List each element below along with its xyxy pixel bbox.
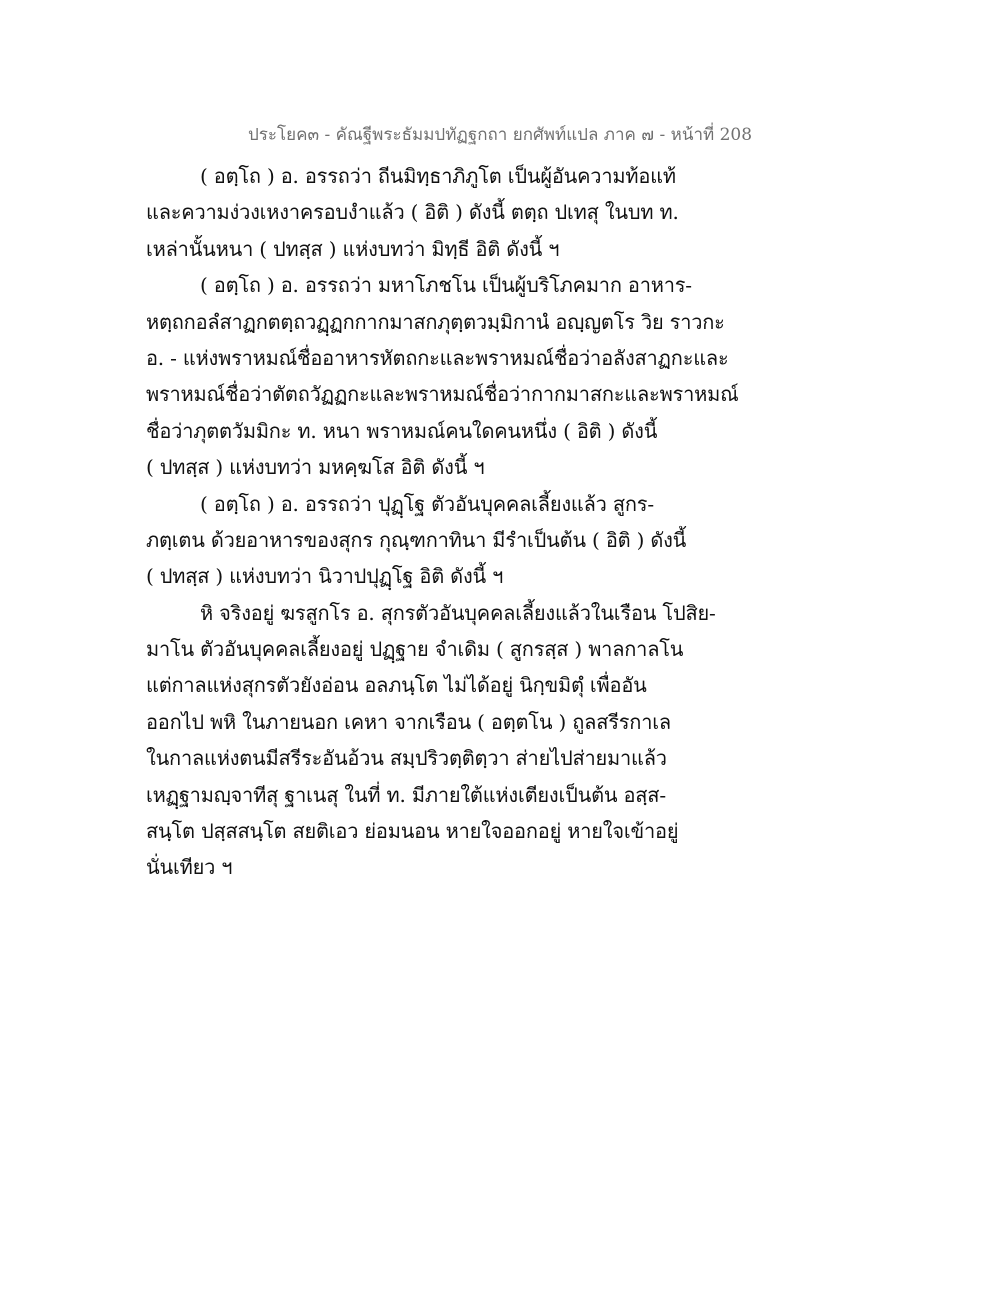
body-text: [146, 158, 739, 886]
text-line: ชื่อว่าภุตตวัมมิกะ ท. หนา พราหมณ์คนใดคนหนึ่ง ( อิติ ) ดังนี้: [146, 418, 658, 443]
text-line: เหฏฺฐามญฺจาทีสุ ฐาเนสุ ในที่ ท. มีภายใต้แห่งเตียงเป็นต้น อสฺส-: [146, 782, 666, 807]
text-line: ( อตฺโถ ) อ. อรรถว่า ปุฏฺโฐ ตัวอันบุคคลเลี้ยงแล้ว สูกร-: [200, 491, 654, 516]
text-line: ภตฺเตน ด้วยอาหารของสุกร กุณฺฑกาทินา มีรำเป็นต้น ( อิติ ) ดังนี้: [146, 527, 687, 552]
text-line: หตฺถกอลํสาฏกตตฺถวฏฺฏกกากมาสกภุตฺตวมฺมิกานํ อญฺญตโร วิย ราวกะ: [146, 309, 725, 334]
text-line: สนฺโต ปสฺสสนฺโต สยติเอว ย่อมนอน หายใจออกอยู่ หายใจเข้าอยู่: [146, 819, 679, 844]
text-line: ( ปทสฺส ) แห่งบทว่า มหคฺฆโส อิติ ดังนี้ ฯ: [146, 455, 485, 480]
text-line: ( อตฺโถ ) อ. อรรถว่า มหาโภชโน เป็นผู้บริโภคมาก อาหาร-: [200, 273, 692, 298]
text-line: และความง่วงเหงาครอบงำแล้ว ( อิติ ) ดังนี้ ตตฺถ ปเทสุ ในบท ท.: [146, 200, 679, 225]
text-line: แต่กาลแห่งสุกรตัวยังอ่อน อลภนฺโต ไม่ได้อยู่ นิกฺขมิตุํ เพื่ออัน: [146, 673, 647, 698]
text-line: เหล่านั้นหนา ( ปทสฺส ) แห่งบทว่า มิทฺธี อิติ ดังนี้ ฯ: [146, 236, 560, 261]
text-line: ( ปทสฺส ) แห่งบทว่า นิวาปปุฏฺโฐ อิติ ดังนี้ ฯ: [146, 564, 504, 589]
text-line: ( อตฺโถ ) อ. อรรถว่า ถีนมิทฺธาภิภูโต เป็นผู้อันความท้อแท้: [200, 164, 676, 188]
text-line: นั่นเทียว ฯ: [146, 855, 233, 880]
text-line: มาโน ตัวอันบุคคลเลี้ยงอยู่ ปฏฺฐาย จำเดิม ( สูกรสฺส ) พาลกาลโน: [146, 637, 684, 662]
text-line: หิ จริงอยู่ ฆรสูกโร อ. สุกรตัวอันบุคคลเลี้ยงแล้วในเรือน โปสิย-: [200, 600, 716, 625]
text-line: อ. - แห่งพราหมณ์ชื่ออาหารหัตถกะและพราหมณ์ชื่อว่าอลังสาฏกะและ: [146, 345, 729, 370]
text-line: ในกาลแห่งตนมีสรีระอันอ้วน สมฺปริวตฺติตฺวา ส่ายไปส่ายมาแล้ว: [146, 746, 667, 771]
text-line: พราหมณ์ชื่อว่าตัตถวัฏฏกะและพราหมณ์ชื่อว่ากากมาสกะและพราหมณ์: [146, 382, 739, 407]
page-header: ประโยค๓ - คัณฐีพระธัมมปทัฏฐกถา ยกศัพท์แปล ภาค ๗ - หน้าที่ 208: [247, 125, 753, 145]
text-line: ออกไป พหิ ในภายนอก เคหา จากเรือน ( อตฺตโน ) ถูลสรีรกาเล: [146, 709, 671, 734]
